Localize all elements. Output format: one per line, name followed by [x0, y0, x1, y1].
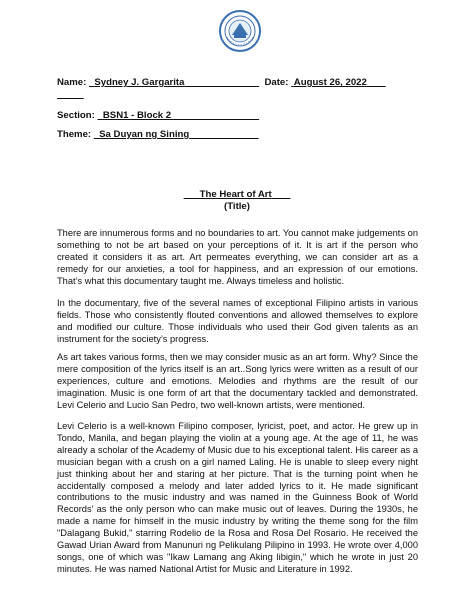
name-label: Name: — [57, 77, 87, 88]
name-value: Sydney J. Gargarita — [94, 77, 185, 88]
theme-row — [57, 129, 259, 140]
theme-label: Theme: — [57, 129, 92, 140]
date-label: Date: — [264, 77, 289, 88]
paragraph-4: Levi Celerio is a well-known Filipino composer, lyricist, poet, and actor. He grew up in Tondo, Manila, and began playing the violin at a young age. At the age of 11, he was already a scholar of the Academy of Music due to his exceptional talent. His career as a musician began with a crush on a girl named Laling. He is unable to sleep every night just thinking about her and staring at her picture. That is the turning point when he accidentally composed a melody and later added lyrics to it. He made significant contributions to the music industry and was named in the Guinness Book of World Records' as the only person who can make music out of leaves. During the 1930s, he made a name for himself in the music industry by writing the theme song for the film "Dalagang Bukid," starring Rodelio de la Rosa and Rosa Del Rosario. He received the Gawad Urian Award from Manunuri ng Pelikulang Pilipino in 1993. He wrote over 4,000 songs, one of which was "Ikaw Lamang ang Aking libigin," which he wrote in just 20 minutes. He was named National Artist for Music and Literature in 1992. — [57, 421, 418, 574]
title-caption: (Title) — [224, 201, 250, 212]
paragraph-3: As art takes various forms, then we may consider music as an art form. Why? Since the mere composition of the lyrics itself is an art..Song lyrics were written as a result of our experiences, culture and emotions. Melodies and rhythms are the result of our imagination. Music is one form of art that the documentary tackled and demonstrated. Levi Celerio and Lucio San Pedro, two well-known artists, were mentioned. — [57, 352, 418, 410]
theme-value: Sa Duyan ng Sining — [99, 129, 190, 140]
paragraph-1: There are innumerous forms and no boundaries to art. You cannot make judgements on something to not be art based on your perceptions of it. It is art if the person who created it considers it as art. Art permeates everything, we can consider art as a remedy for our anxieties, a tool for happiness, and an expression of our emotions. That’s what this documentary taught me. Always timeless and holistic. — [57, 228, 418, 286]
name-date-row — [57, 77, 386, 88]
section-label: Section: — [57, 110, 95, 121]
section-value: BSN1 - Block 2 — [102, 110, 172, 121]
section-row — [57, 110, 259, 121]
paragraph-2: In the documentary, five of the several names of exceptional Filipino artists in various fields. Those who consistently flouted conventions and allowed themselves to explore and modified our culture. Those individuals who used their God given talents as an instrument for the society’s progress. — [57, 298, 418, 344]
university-seal-icon — [219, 10, 261, 52]
date-underline-continuation — [57, 89, 84, 100]
document-title: The Heart of Art — [199, 189, 272, 200]
date-value: August 26, 2022 — [293, 77, 367, 88]
